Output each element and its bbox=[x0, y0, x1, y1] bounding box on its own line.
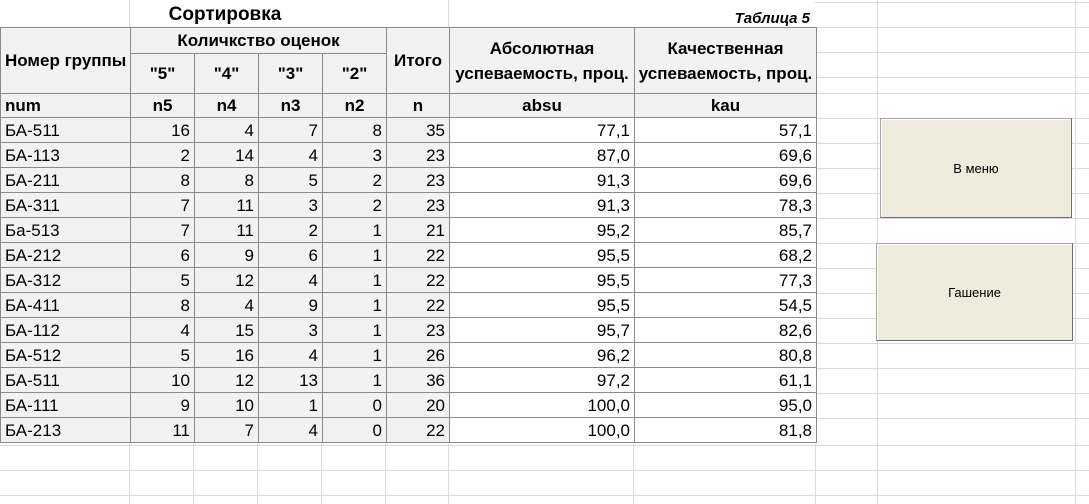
code-row bbox=[1, 94, 817, 118]
cell-n: 23 bbox=[387, 143, 450, 168]
cell-n5: 11 bbox=[131, 418, 195, 443]
cell-group: БА-311 bbox=[1, 193, 131, 218]
cell-n5: 5 bbox=[131, 343, 195, 368]
cell-kau: 78,3 bbox=[635, 193, 817, 218]
cell-n2: 1 bbox=[323, 293, 387, 318]
cell-n5: 6 bbox=[131, 243, 195, 268]
cell-absu: 95,5 bbox=[450, 243, 635, 268]
cell-n4: 11 bbox=[195, 193, 259, 218]
cell-n5: 7 bbox=[131, 193, 195, 218]
cell-n3: 3 bbox=[259, 193, 323, 218]
cell-n4: 12 bbox=[195, 268, 259, 293]
table-row bbox=[1, 243, 817, 268]
cell-n4: 9 bbox=[195, 243, 259, 268]
code-kau: kau bbox=[635, 94, 817, 118]
cell-group: БА-211 bbox=[1, 168, 131, 193]
table-row bbox=[1, 143, 817, 168]
header-quality-performance: Качественная успеваемость, проц. bbox=[635, 28, 817, 94]
cell-kau: 77,3 bbox=[635, 268, 817, 293]
cell-n: 22 bbox=[387, 268, 450, 293]
table-number-label: Таблица 5 bbox=[734, 10, 810, 27]
cell-n3: 9 bbox=[259, 293, 323, 318]
table-body bbox=[1, 118, 817, 443]
header-grade-4: "4" bbox=[195, 54, 259, 94]
cell-n5: 4 bbox=[131, 318, 195, 343]
cell-n4: 15 bbox=[195, 318, 259, 343]
cell-n2: 1 bbox=[323, 368, 387, 393]
cell-kau: 80,8 bbox=[635, 343, 817, 368]
cell-n3: 2 bbox=[259, 218, 323, 243]
cell-absu: 97,2 bbox=[450, 368, 635, 393]
cell-n4: 11 bbox=[195, 218, 259, 243]
cell-kau: 54,5 bbox=[635, 293, 817, 318]
table-row bbox=[1, 118, 817, 143]
cell-absu: 100,0 bbox=[450, 418, 635, 443]
cell-absu: 77,1 bbox=[450, 118, 635, 143]
cell-n4: 14 bbox=[195, 143, 259, 168]
cell-n5: 8 bbox=[131, 293, 195, 318]
cell-n5: 5 bbox=[131, 268, 195, 293]
cell-n3: 5 bbox=[259, 168, 323, 193]
cell-absu: 95,2 bbox=[450, 218, 635, 243]
code-n: n bbox=[387, 94, 450, 118]
cell-n5: 2 bbox=[131, 143, 195, 168]
clear-button[interactable] bbox=[876, 243, 1073, 341]
cell-n5: 7 bbox=[131, 218, 195, 243]
table-row bbox=[1, 168, 817, 193]
cell-kau: 68,2 bbox=[635, 243, 817, 268]
cell-kau: 85,7 bbox=[635, 218, 817, 243]
cell-absu: 95,5 bbox=[450, 268, 635, 293]
clear-button-label: Гашение bbox=[948, 284, 1001, 300]
cell-group: БА-213 bbox=[1, 418, 131, 443]
cell-n: 23 bbox=[387, 193, 450, 218]
cell-n2: 3 bbox=[323, 143, 387, 168]
code-n2: n2 bbox=[323, 94, 387, 118]
cell-n3: 1 bbox=[259, 393, 323, 418]
table-row bbox=[1, 418, 817, 443]
header-absolute-performance: Абсолютная успеваемость, проц. bbox=[450, 28, 635, 94]
cell-group: БА-111 bbox=[1, 393, 131, 418]
cell-absu: 87,0 bbox=[450, 143, 635, 168]
cell-n: 35 bbox=[387, 118, 450, 143]
cell-group: БА-511 bbox=[1, 118, 131, 143]
cell-n2: 1 bbox=[323, 268, 387, 293]
cell-kau: 82,6 bbox=[635, 318, 817, 343]
cell-n: 23 bbox=[387, 168, 450, 193]
cell-kau: 69,6 bbox=[635, 143, 817, 168]
cell-n4: 16 bbox=[195, 343, 259, 368]
cell-n2: 1 bbox=[323, 343, 387, 368]
cell-n4: 4 bbox=[195, 118, 259, 143]
cell-absu: 95,7 bbox=[450, 318, 635, 343]
header-group: Номер группы bbox=[1, 28, 131, 94]
cell-n4: 7 bbox=[195, 418, 259, 443]
table-row bbox=[1, 368, 817, 393]
header-grade-5: "5" bbox=[131, 54, 195, 94]
cell-n3: 4 bbox=[259, 143, 323, 168]
cell-n3: 4 bbox=[259, 418, 323, 443]
cell-n: 20 bbox=[387, 393, 450, 418]
cell-n3: 13 bbox=[259, 368, 323, 393]
cell-n: 26 bbox=[387, 343, 450, 368]
cell-n2: 1 bbox=[323, 318, 387, 343]
cell-kau: 81,8 bbox=[635, 418, 817, 443]
cell-n2: 0 bbox=[323, 418, 387, 443]
code-absu: absu bbox=[450, 94, 635, 118]
cell-n: 23 bbox=[387, 318, 450, 343]
cell-group: БА-511 bbox=[1, 368, 131, 393]
menu-button[interactable] bbox=[880, 118, 1072, 218]
table-row bbox=[1, 268, 817, 293]
sheet-title: Сортировка bbox=[168, 4, 282, 25]
cell-group: БА-312 bbox=[1, 268, 131, 293]
cell-n4: 12 bbox=[195, 368, 259, 393]
cell-n4: 10 bbox=[195, 393, 259, 418]
table-row bbox=[1, 393, 817, 418]
cell-absu: 91,3 bbox=[450, 168, 635, 193]
cell-n2: 1 bbox=[323, 218, 387, 243]
cell-group: БА-112 bbox=[1, 318, 131, 343]
cell-n2: 1 bbox=[323, 243, 387, 268]
cell-absu: 96,2 bbox=[450, 343, 635, 368]
table-row bbox=[1, 343, 817, 368]
table-row bbox=[1, 293, 817, 318]
cell-n2: 0 bbox=[323, 393, 387, 418]
cell-n3: 6 bbox=[259, 243, 323, 268]
results-table bbox=[0, 27, 817, 443]
cell-kau: 95,0 bbox=[635, 393, 817, 418]
cell-n5: 16 bbox=[131, 118, 195, 143]
cell-n3: 4 bbox=[259, 343, 323, 368]
cell-group: Ба-513 bbox=[1, 218, 131, 243]
header-total: Итого bbox=[387, 28, 450, 94]
cell-n3: 7 bbox=[259, 118, 323, 143]
menu-button-label: В меню bbox=[953, 160, 999, 176]
cell-group: БА-512 bbox=[1, 343, 131, 368]
cell-n2: 8 bbox=[323, 118, 387, 143]
cell-kau: 69,6 bbox=[635, 168, 817, 193]
cell-n: 22 bbox=[387, 418, 450, 443]
cell-n5: 8 bbox=[131, 168, 195, 193]
header-grade-counts: Количкство оценок bbox=[131, 28, 387, 54]
table-row bbox=[1, 218, 817, 243]
cell-group: БА-411 bbox=[1, 293, 131, 318]
code-num: num bbox=[1, 94, 131, 118]
code-n4: n4 bbox=[195, 94, 259, 118]
cell-n5: 10 bbox=[131, 368, 195, 393]
cell-kau: 57,1 bbox=[635, 118, 817, 143]
cell-n2: 2 bbox=[323, 193, 387, 218]
cell-group: БА-113 bbox=[1, 143, 131, 168]
table-row bbox=[1, 193, 817, 218]
cell-n4: 8 bbox=[195, 168, 259, 193]
header-grade-3: "3" bbox=[259, 54, 323, 94]
cell-n: 22 bbox=[387, 293, 450, 318]
code-n5: n5 bbox=[131, 94, 195, 118]
cell-n: 22 bbox=[387, 243, 450, 268]
cell-absu: 95,5 bbox=[450, 293, 635, 318]
cell-n: 36 bbox=[387, 368, 450, 393]
code-n3: n3 bbox=[259, 94, 323, 118]
cell-n2: 2 bbox=[323, 168, 387, 193]
table-row bbox=[1, 318, 817, 343]
cell-n3: 4 bbox=[259, 268, 323, 293]
cell-group: БА-212 bbox=[1, 243, 131, 268]
header-row-1 bbox=[1, 28, 817, 54]
cell-n5: 9 bbox=[131, 393, 195, 418]
cell-n3: 3 bbox=[259, 318, 323, 343]
cell-n4: 4 bbox=[195, 293, 259, 318]
cell-absu: 91,3 bbox=[450, 193, 635, 218]
cell-kau: 61,1 bbox=[635, 368, 817, 393]
cell-n: 21 bbox=[387, 218, 450, 243]
header-grade-2: "2" bbox=[323, 54, 387, 94]
cell-absu: 100,0 bbox=[450, 393, 635, 418]
